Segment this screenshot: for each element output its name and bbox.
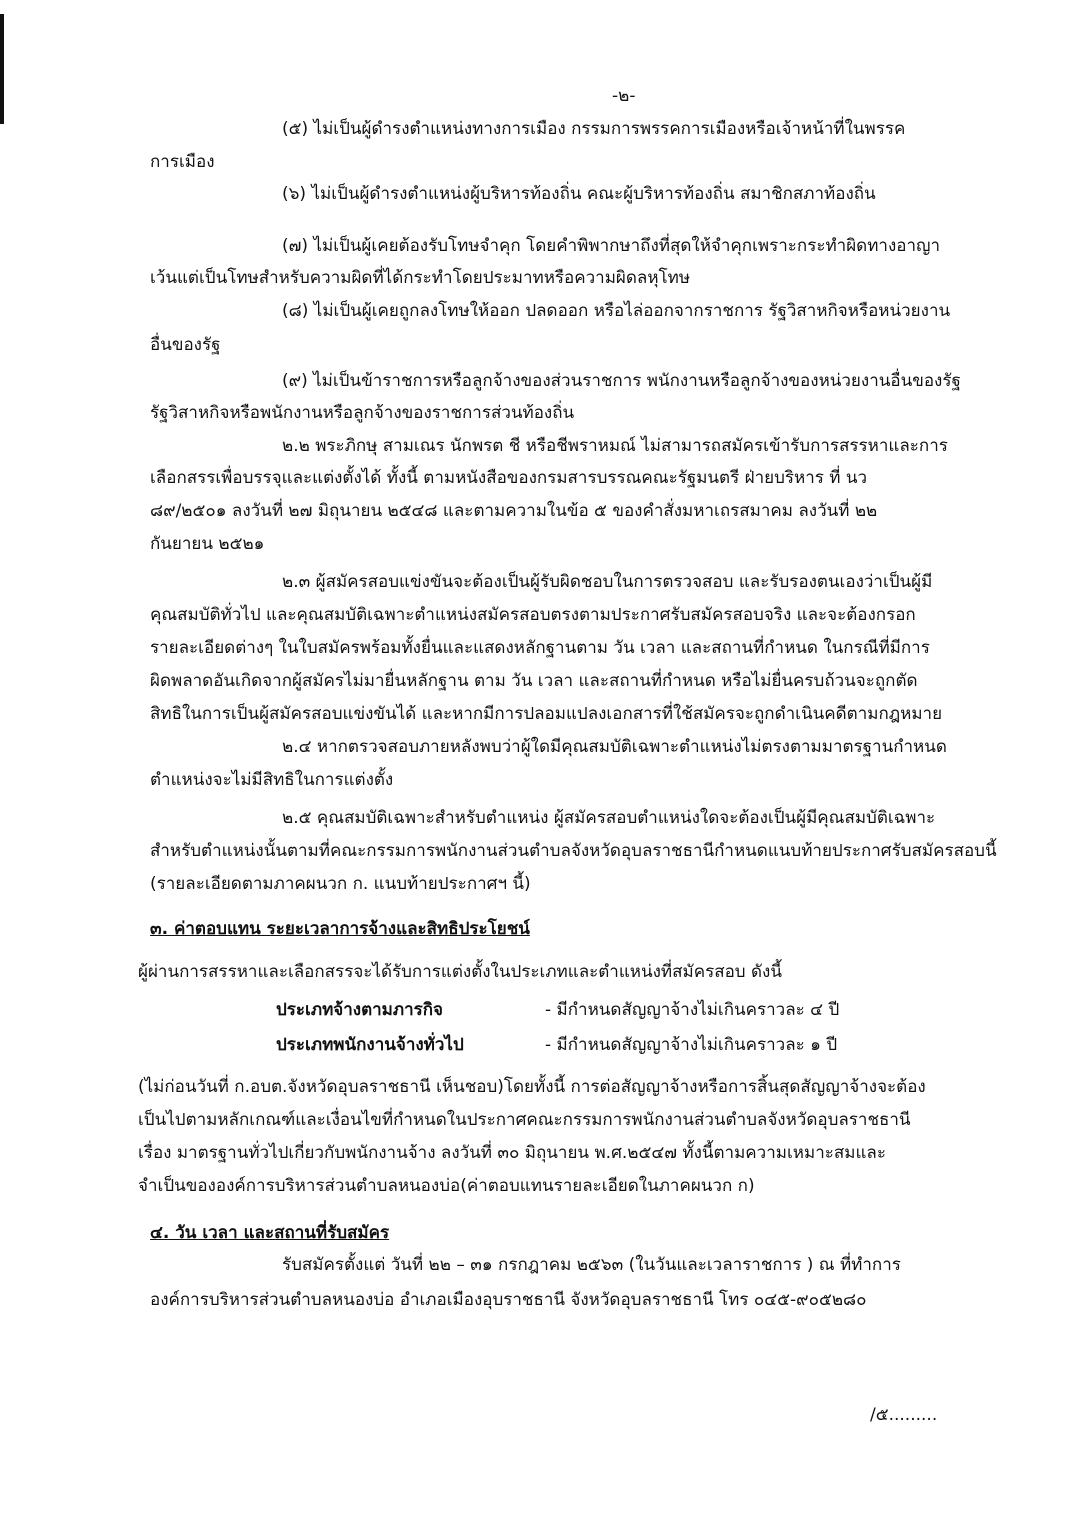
page-number: -๒- (612, 86, 636, 106)
section-heading-4: ๔. วัน เวลา และสถานที่รับสมัคร (150, 1223, 390, 1243)
section-heading-3: ๓. ค่าตอบแทน ระยะเวลาการจ้างและสิทธิประโยชน์ (150, 919, 530, 939)
paragraph-line: เว้นแต่เป็นโทษสำหรับความผิดที่ได้กระทำโดยประมาทหรือความผิดลหุโทษ (150, 268, 691, 288)
paragraph-line: จำเป็นขององค์การบริหารส่วนตำบลหนองบ่อ(ค่าตอบแทนรายละเอียดในภาคผนวก ก) (138, 1176, 755, 1196)
paragraph-line: องค์การบริหารส่วนตำบลหนองบ่อ อำเภอเมืองอุบราชธานี จังหวัดอุบลราชธานี โทร ๐๔๕-๙๐๕๒๘๐ (150, 1290, 867, 1310)
paragraph-line: รัฐวิสาหกิจหรือพนักงานหรือลูกจ้างของราชการส่วนท้องถิ่น (150, 403, 575, 423)
paragraph-line: อื่นของรัฐ (150, 335, 221, 355)
contract-term-general: - มีกำหนดสัญญาจ้างไม่เกินคราวละ ๑ ปี (545, 1035, 838, 1055)
paragraph-line: ตำแหน่งจะไม่มีสิทธิในการแต่งตั้ง (150, 770, 394, 790)
employment-type-mission: ประเภทจ้างตามภารกิจ (276, 1000, 444, 1020)
paragraph-line: สิทธิในการเป็นผู้สมัครสอบแข่งขันได้ และหากมีการปลอมแปลงเอกสารที่ใช้สมัครจะถูกดำเนินคดีตามกฎหมาย (150, 704, 943, 724)
paragraph-line: สำหรับตำแหน่งนั้นตามที่คณะกรรมการพนักงานส่วนตำบลจังหวัดอุบลราชธานีกำหนดแนบท้ายประกาศรับสมัครสอบนี้ (150, 841, 997, 861)
paragraph-line: ๒.๕ คุณสมบัติเฉพาะสำหรับตำแหน่ง ผู้สมัครสอบตำแหน่งใดจะต้องเป็นผู้มีคุณสมบัติเฉพาะ (282, 808, 936, 828)
paragraph-line: ๒.๒ พระภิกษุ สามเณร นักพรต ชี หรือชีพราหมณ์ ไม่สามารถสมัครเข้ารับการสรรหาและการ (282, 436, 948, 456)
paragraph-line: คุณสมบัติทั่วไป และคุณสมบัติเฉพาะตำแหน่งสมัครสอบตรงตามประกาศรับสมัครสอบจริง และจะต้องกรอก (150, 605, 916, 625)
paragraph-line: ผู้ผ่านการสรรหาและเลือกสรรจะได้รับการแต่งตั้งในประเภทและตำแหน่งที่สมัครสอบ ดังนี้ (138, 962, 782, 982)
contract-term-mission: - มีกำหนดสัญญาจ้างไม่เกินคราวละ ๔ ปี (545, 1000, 840, 1020)
paragraph-line: (๙) ไม่เป็นข้าราชการหรือลูกจ้างของส่วนราชการ พนักงานหรือลูกจ้างของหน่วยงานอื่นของรัฐ (282, 371, 961, 391)
paragraph-line: เป็นไปตามหลักเกณฑ์และเงื่อนไขที่กำหนดในประกาศคณะกรรมการพนักงานส่วนตำบลจังหวัดอุบลราชธานี (138, 1110, 911, 1130)
paragraph-line: กันยายน ๒๕๒๑ (150, 534, 265, 554)
paragraph-line: (๖) ไม่เป็นผู้ดำรงตำแหน่งผู้บริหารท้องถิ่น คณะผู้บริหารท้องถิ่น สมาชิกสภาท้องถิ่น (282, 184, 876, 204)
paragraph-line: ๒.๓ ผู้สมัครสอบแข่งขันจะต้องเป็นผู้รับผิดชอบในการตรวจสอบ และรับรองตนเองว่าเป็นผู้มี (282, 572, 933, 592)
paragraph-line: ๘๙/๒๕๐๑ ลงวันที่ ๒๗ มิถุนายน ๒๕๔๘ และตามความในข้อ ๕ ของคำสั่งมหาเถรสมาคม ลงวันที่ ๒๒ (150, 501, 878, 521)
paragraph-line: (รายละเอียดตามภาคผนวก ก. แนบท้ายประกาศฯ นี้) (150, 874, 531, 894)
paragraph-line: (๗) ไม่เป็นผู้เคยต้องรับโทษจำคุก โดยคำพิพากษาถึงที่สุดให้จำคุกเพราะกระทำผิดทางอาญา (282, 236, 941, 256)
paragraph-line: เลือกสรรเพื่อบรรจุและแต่งตั้งได้ ทั้งนี้ ตามหนังสือของกรมสารบรรณคณะรัฐมนตรี ฝ่ายบริหาร ที่ นว (150, 468, 868, 488)
scan-edge-mark (0, 14, 4, 124)
paragraph-line: รายละเอียดต่างๆ ในใบสมัครพร้อมทั้งยื่นและแสดงหลักฐานตาม วัน เวลา และสถานที่กำหนด ในกรณีที่มีการ (150, 638, 930, 658)
paragraph-line: ๒.๔ หากตรวจสอบภายหลังพบว่าผู้ใดมีคุณสมบัติเฉพาะตำแหน่งไม่ตรงตามมาตรฐานกำหนด (282, 737, 947, 757)
paragraph-line: (๕) ไม่เป็นผู้ดำรงตำแหน่งทางการเมือง กรรมการพรรคการเมืองหรือเจ้าหน้าที่ในพรรค (282, 119, 906, 139)
paragraph-line: เรื่อง มาตรฐานทั่วไปเกี่ยวกับพนักงานจ้าง ลงวันที่ ๓๐ มิถุนายน พ.ศ.๒๕๔๗ ทั้งนี้ตามความเหมาะสมและ (138, 1143, 886, 1163)
paragraph-line: (๘) ไม่เป็นผู้เคยถูกลงโทษให้ออก ปลดออก หรือไล่ออกจากราชการ รัฐวิสาหกิจหรือหน่วยงาน (282, 301, 951, 321)
employment-type-general: ประเภทพนักงานจ้างทั่วไป (276, 1035, 464, 1055)
paragraph-line: (ไม่ก่อนวันที่ ก.อบต.จังหวัดอุบลราชธานี เห็นชอบ)โดยทั้งนี้ การต่อสัญญาจ้างหรือการสิ้นสุดสัญญาจ้างจะต้อง (138, 1077, 926, 1097)
next-page-marker: /๕......... (870, 1405, 938, 1425)
paragraph-line: รับสมัครตั้งแต่ วันที่ ๒๒ – ๓๑ กรกฎาคม ๒๕๖๓ (ในวันและเวลาราชการ ) ณ ที่ทำการ (282, 1255, 901, 1275)
paragraph-line: ผิดพลาดอันเกิดจากผู้สมัครไม่มายื่นหลักฐาน ตาม วัน เวลา และสถานที่กำหนด หรือไม่ยื่นครบถ้วนจะถูกตัด (150, 671, 918, 691)
paragraph-line: การเมือง (150, 152, 215, 172)
